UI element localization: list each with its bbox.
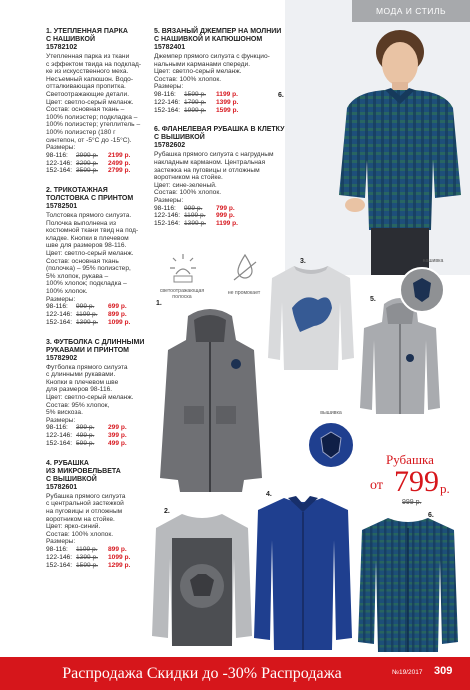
price-table	[46, 546, 130, 569]
promo-prefix: от	[370, 478, 383, 493]
product-code: 15782601	[46, 483, 78, 491]
price-table	[46, 152, 130, 175]
sale-footer-text: Распродажа Скидки до -30% Распродажа	[62, 665, 342, 682]
product-title: 3. ФУТБОЛКА С ДЛИННЫМИ РУКАВАМИ И ПРИНТОМ	[46, 338, 145, 354]
knit-hoodie-image	[358, 296, 442, 416]
product-code: 15782501	[46, 203, 78, 211]
product-title: 6. ФЛАНЕЛЕВАЯ РУБАШКА В КЛЕТКУ С ВЫШИВКОЙ	[154, 126, 285, 142]
price-row: 152-164: 3599 р. 2799 р.	[46, 167, 131, 175]
photo-number-5: 5.	[370, 296, 376, 303]
longsleeve-tshirt-image	[266, 262, 356, 372]
embroidery-closeup-icon	[306, 420, 356, 470]
price-row: 122-146: 3299 р. 2499 р.	[46, 159, 131, 167]
price-row: 122-146: 499 р. 399 р.	[46, 432, 127, 440]
issue-number: №19/2017	[392, 669, 423, 676]
price-row: 98-116: 2999 р. 2199 р.	[46, 151, 131, 159]
product-title: 1. УТЕПЛЕННАЯ ПАРКА С НАШИВКОЙ	[46, 28, 128, 43]
middle-column	[154, 28, 288, 240]
price-row: 152-164: 1399 р. 1099 р.	[46, 318, 131, 326]
price-table	[154, 205, 238, 228]
price-row: 98-116: 399 р. 299 р.	[46, 424, 127, 432]
waterproof-icon	[230, 252, 260, 286]
price-table	[154, 91, 238, 114]
product-card-4	[46, 460, 146, 570]
price-row: 152-164: 599 р. 499 р.	[46, 439, 127, 447]
price-row: 122-146: 1399 р. 1099 р.	[46, 553, 131, 561]
product-card-2	[46, 187, 146, 327]
promo-price: 799	[394, 465, 439, 498]
patch-label: нашивка	[422, 258, 444, 264]
photo-number-6-top: 6.	[278, 92, 284, 99]
price-table	[46, 424, 127, 447]
product-title: 5. ВЯЗАНЫЙ ДЖЕМПЕР НА МОЛНИИ С НАШИВКОЙ И КАПЮШОНОМ	[154, 28, 282, 43]
product-card-5	[154, 28, 288, 114]
photo-number-2: 2.	[164, 508, 170, 515]
product-code: 15782102	[46, 44, 78, 51]
price-table	[46, 303, 130, 326]
product-title: 2. ТРИКОТАЖНАЯ ТОЛСТОВКА С ПРИНТОМ	[46, 187, 134, 203]
embroidery-label: вышивка	[320, 410, 342, 416]
price-row: 122-146: 1199 р. 999 р.	[154, 212, 235, 220]
patch-closeup-icon	[398, 266, 446, 314]
product-code: 15782902	[46, 354, 78, 362]
photo-number-4: 4.	[266, 491, 272, 498]
product-code: 15782401	[154, 44, 186, 51]
corduroy-shirt-image	[252, 492, 354, 652]
price-row: 122-146: 1799 р. 1399 р.	[154, 98, 239, 106]
section-banner: МОДА И СТИЛЬ	[352, 0, 470, 22]
boy-model-illustration	[285, 0, 470, 275]
price-row: 98-116: 999 р. 699 р.	[46, 303, 127, 311]
product-description: Футболка прямого силуэта с длинными рукавами. Кнопки в плечевом шве для размеров 98-116. Цвет: светло-серый меланж. Состав: 95% хлопок, 5% вискоза. Размеры:	[46, 363, 134, 424]
price-row: 152-164: 1399 р. 1199 р.	[154, 220, 238, 228]
price-row: 98-116: 1199 р. 899 р.	[46, 545, 127, 553]
price-row: 152-164: 1599 р. 1299 р.	[46, 561, 131, 569]
price-row: 152-164: 1999 р. 1599 р.	[154, 106, 239, 114]
promo-currency: р.	[440, 481, 450, 496]
page-number: 309	[434, 665, 453, 677]
product-card-3	[46, 339, 146, 448]
product-description: Толстовка прямого силуэта. Полочка выполнена из костюмной ткани твид на под- кладке. Кнопки в плечевом шве для размеров 98-116. Цвет: светло-серый меланж. Состав: основная ткань (полочка) – 95% полиэстер, 5% хлопок, рукава – 100% хлопок; подкладка – 100% хлопок. Размеры:	[46, 212, 139, 303]
promo-old-price: 999 р.	[402, 499, 422, 506]
product-description: Утепленная парка из ткани с эффектом твида на подклад- ке из искусственного меха. Несъемный капюшон. Водо- отталкивающая пропитка. Светоотражающие детали. Цвет: светло-серый меланж. Состав: основная ткань – 100% полиэстер; подкладка – 100% полиэстер; утеплитель – 100% полиэстер (180 г синтепон, от -5°С до -15°С). Размеры:	[46, 53, 142, 152]
product-card-1	[46, 28, 146, 175]
sale-footer	[0, 657, 470, 690]
promo-label: Рубашка	[386, 452, 434, 467]
product-description: Рубашка прямого силуэта с нагрудным накладным карманом. Центральная застежка на пуговицы и отложным воротником на стойке. Цвет: сине-зеленый. Состав: 100% хлопок. Размеры:	[154, 151, 274, 204]
reflective-strip-icon	[168, 252, 198, 286]
price-row: 122-146: 1199 р. 899 р.	[46, 311, 127, 319]
product-card-6	[154, 126, 288, 228]
waterproof-label: не промокает	[227, 290, 261, 296]
parka-image	[158, 306, 263, 496]
product-description: Джемпер прямого силуэта с функцио- нальными карманами спереди. Цвет: светло-серый меланж. Состав: 100% хлопок. Размеры:	[154, 53, 270, 91]
photo-number-3: 3.	[300, 258, 306, 265]
product-description: Рубашка прямого силуэта с центральной застежкой на пуговицы и отложным воротником на стойке. Цвет: ярко-синий. Состав: 100% хлопок. Размеры:	[46, 492, 126, 546]
reflective-strip-label: светоотражающая полоска	[159, 288, 205, 300]
model-photo	[285, 0, 470, 275]
photo-number-1: 1.	[156, 300, 162, 307]
photo-number-6-bottom: 6.	[428, 512, 434, 519]
flannel-shirt-image	[356, 512, 460, 654]
left-column	[46, 28, 146, 581]
product-code: 15782602	[154, 142, 186, 150]
product-title: 4. РУБАШКА ИЗ МИКРОВЕЛЬВЕТА С ВЫШИВКОЙ	[46, 459, 121, 483]
price-row: 98-116: 1599 р. 1199 р.	[154, 90, 238, 98]
sweatshirt-image	[150, 508, 254, 648]
price-row: 98-116: 999 р. 799 р.	[154, 204, 235, 212]
